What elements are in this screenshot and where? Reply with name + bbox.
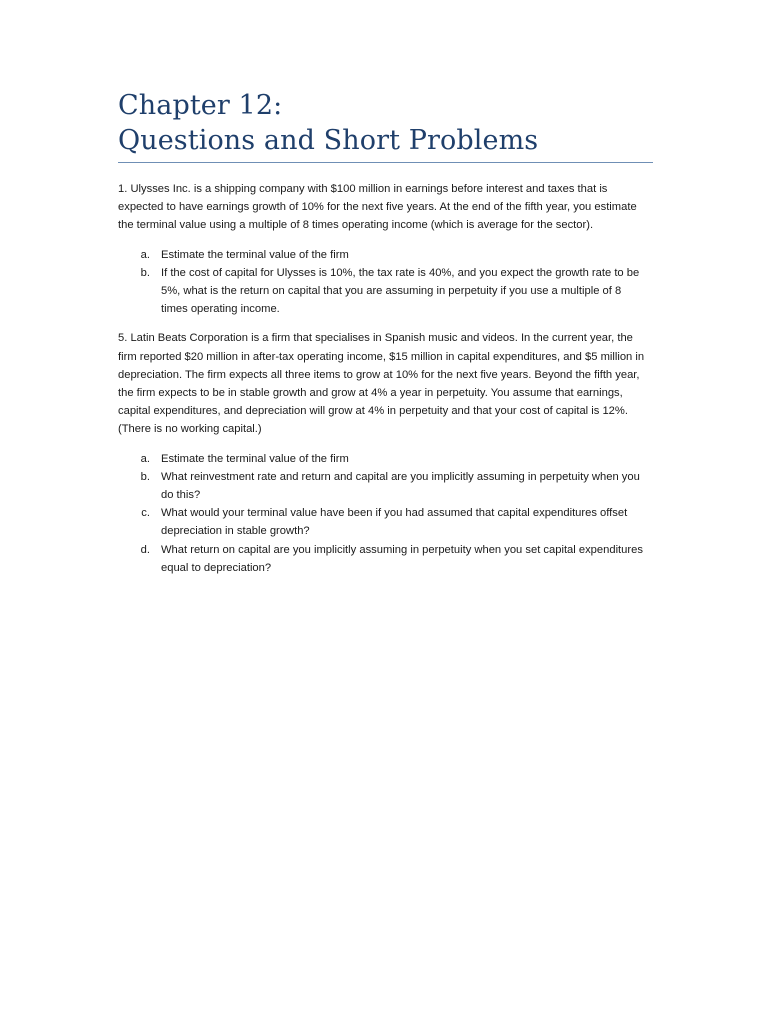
question-1-text: 1. Ulysses Inc. is a shipping company with $100 million in earnings before interest and taxes that is expected to have earnings growth of 10% for the next five years. At the end of the fifth year, you estimate the terminal value using a multiple of 8 times operating income (which is average for the sector). [118, 183, 637, 232]
subpart-item [118, 468, 650, 504]
heading-divider [118, 162, 653, 163]
subpart-marker: a. [140, 452, 150, 465]
chapter-heading [118, 88, 653, 158]
subpart-text: Estimate the terminal value of the firm [161, 452, 349, 465]
subpart-item [118, 541, 650, 577]
subpart-text: What would your terminal value have been if you had assumed that capital expenditures offset depreciation in stable growth? [161, 507, 628, 538]
subpart-text: What return on capital are you implicitly assuming in perpetuity when you set capital expenditures equal to depreciation? [161, 543, 643, 574]
question-1-subparts [118, 246, 650, 319]
document-body [118, 180, 650, 588]
chapter-title: Chapter 12: [118, 90, 283, 121]
subpart-marker: a. [140, 248, 150, 261]
subpart-item [118, 264, 650, 319]
question-5-subparts [118, 450, 650, 577]
chapter-subtitle: Questions and Short Problems [118, 125, 539, 156]
question-5-text: 5. Latin Beats Corporation is a firm that specialises in Spanish music and videos. In the current year, the firm reported $20 million in after-tax operating income, $15 million in capital expenditures, and $5 million in depreciation. The firm expects all three items to grow at 10% for the next five years. Beyond the fifth year, the firm expects to be in stable growth and grow at 4% a year in perpetuity. You assume that earnings, capital expenditures, and depreciation will grow at 4% in perpetuity and that your cost of capital is 12%. (There is no working capital.) [118, 332, 645, 436]
subpart-text: What reinvestment rate and return and capital are you implicitly assuming in perpetuity when you do this? [161, 470, 640, 502]
subpart-text: If the cost of capital for Ulysses is 10%, the tax rate is 40%, and you expect the growth rate to be 5%, what is the return on capital that you are assuming in perpetuity if you use a multiple of 8 times operating income. [161, 266, 640, 316]
subpart-marker: b. [140, 266, 150, 279]
subpart-marker: d. [140, 543, 150, 556]
subpart-marker: c. [141, 507, 150, 520]
subpart-item [118, 246, 650, 264]
subpart-text: Estimate the terminal value of the firm [161, 248, 349, 261]
subpart-item [118, 450, 650, 468]
subpart-marker: b. [140, 470, 150, 483]
subpart-item [118, 504, 650, 540]
